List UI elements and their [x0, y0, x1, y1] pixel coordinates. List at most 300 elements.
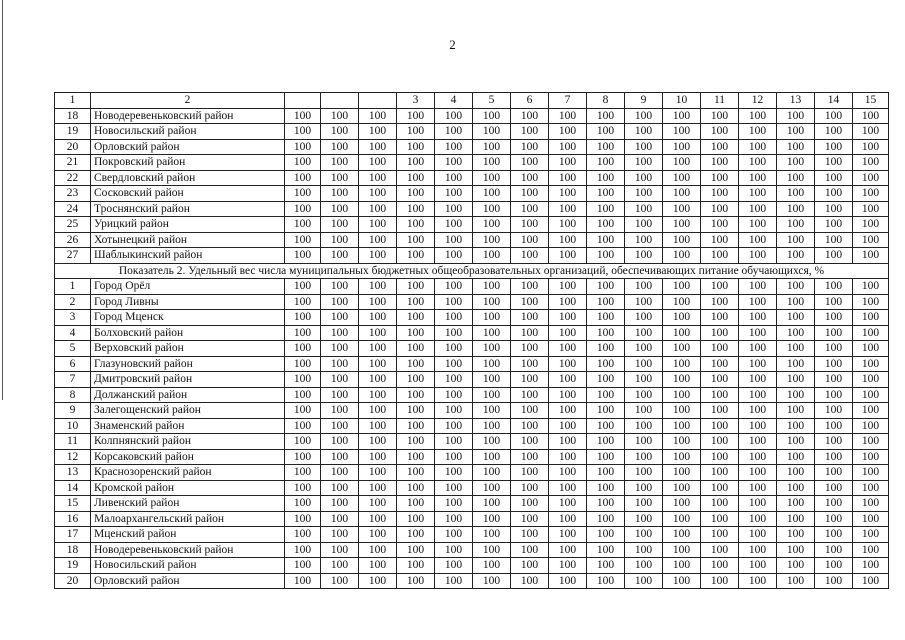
value-cell: 100	[435, 108, 473, 124]
value-cell: 100	[473, 217, 511, 233]
row-number: 25	[55, 217, 91, 233]
value-cell: 100	[549, 527, 587, 543]
table-row	[55, 418, 889, 434]
value-cell: 100	[321, 418, 359, 434]
row-number: 19	[55, 558, 91, 574]
value-cell: 100	[853, 542, 889, 558]
value-cell: 100	[701, 155, 739, 171]
value-cell: 100	[285, 248, 321, 264]
value-cell: 100	[739, 201, 777, 217]
value-cell: 100	[777, 465, 815, 481]
district-name: Новодеревеньковский район	[91, 542, 285, 558]
value-cell: 100	[549, 449, 587, 465]
value-cell: 100	[663, 325, 701, 341]
table-row	[55, 279, 889, 295]
value-cell: 100	[815, 232, 853, 248]
value-cell: 100	[663, 465, 701, 481]
value-cell: 100	[397, 573, 435, 589]
value-cell: 100	[853, 527, 889, 543]
header-cell-value: 4	[435, 93, 473, 109]
value-cell: 100	[815, 139, 853, 155]
value-cell: 100	[397, 170, 435, 186]
value-cell: 100	[625, 387, 663, 403]
header-cell-value: 9	[625, 93, 663, 109]
value-cell: 100	[663, 232, 701, 248]
value-cell: 100	[625, 480, 663, 496]
value-cell: 100	[777, 418, 815, 434]
district-name: Дмитровский район	[91, 372, 285, 388]
district-name: Глазуновский район	[91, 356, 285, 372]
district-name: Город Ливны	[91, 294, 285, 310]
value-cell: 100	[663, 124, 701, 140]
value-cell: 100	[663, 341, 701, 357]
value-cell: 100	[587, 542, 625, 558]
value-cell: 100	[701, 542, 739, 558]
value-cell: 100	[625, 465, 663, 481]
value-cell: 100	[321, 186, 359, 202]
value-cell: 100	[663, 201, 701, 217]
value-cell: 100	[511, 155, 549, 171]
header-cell-value: 11	[701, 93, 739, 109]
value-cell: 100	[435, 527, 473, 543]
value-cell: 100	[587, 186, 625, 202]
value-cell: 100	[359, 124, 397, 140]
value-cell: 100	[511, 294, 549, 310]
row-number: 5	[55, 341, 91, 357]
value-cell: 100	[815, 155, 853, 171]
value-cell: 100	[815, 372, 853, 388]
value-cell: 100	[777, 387, 815, 403]
value-cell: 100	[511, 372, 549, 388]
value-cell: 100	[549, 496, 587, 512]
value-cell: 100	[701, 465, 739, 481]
value-cell: 100	[853, 232, 889, 248]
value-cell: 100	[853, 573, 889, 589]
value-cell: 100	[701, 341, 739, 357]
value-cell: 100	[435, 542, 473, 558]
value-cell: 100	[511, 558, 549, 574]
value-cell: 100	[853, 325, 889, 341]
value-cell: 100	[663, 480, 701, 496]
value-cell: 100	[663, 356, 701, 372]
value-cell: 100	[815, 217, 853, 233]
value-cell: 100	[701, 418, 739, 434]
value-cell: 100	[321, 558, 359, 574]
value-cell: 100	[549, 542, 587, 558]
value-cell: 100	[815, 387, 853, 403]
value-cell: 100	[853, 310, 889, 326]
value-cell: 100	[549, 558, 587, 574]
value-cell: 100	[285, 170, 321, 186]
header-cell-value: 10	[663, 93, 701, 109]
value-cell: 100	[815, 294, 853, 310]
district-name: Сосковский район	[91, 186, 285, 202]
value-cell: 100	[701, 279, 739, 295]
value-cell: 100	[853, 248, 889, 264]
value-cell: 100	[815, 418, 853, 434]
value-cell: 100	[359, 155, 397, 171]
district-name: Залегощенский район	[91, 403, 285, 419]
value-cell: 100	[739, 387, 777, 403]
value-cell: 100	[739, 108, 777, 124]
value-cell: 100	[285, 558, 321, 574]
page-number: 2	[449, 37, 456, 52]
value-cell: 100	[549, 232, 587, 248]
value-cell: 100	[549, 217, 587, 233]
value-cell: 100	[777, 527, 815, 543]
value-cell: 100	[359, 403, 397, 419]
header-cell-value: 5	[473, 93, 511, 109]
district-name: Должанский район	[91, 387, 285, 403]
value-cell: 100	[285, 310, 321, 326]
value-cell: 100	[359, 201, 397, 217]
row-number: 2	[55, 294, 91, 310]
value-cell: 100	[663, 573, 701, 589]
value-cell: 100	[815, 310, 853, 326]
table-row	[55, 232, 889, 248]
value-cell: 100	[587, 232, 625, 248]
value-cell: 100	[777, 542, 815, 558]
value-cell: 100	[815, 356, 853, 372]
value-cell: 100	[511, 108, 549, 124]
value-cell: 100	[359, 449, 397, 465]
value-cell: 100	[359, 341, 397, 357]
table-row	[55, 542, 889, 558]
value-cell: 100	[777, 279, 815, 295]
value-cell: 100	[321, 294, 359, 310]
district-name: Город Орёл	[91, 279, 285, 295]
value-cell: 100	[625, 511, 663, 527]
value-cell: 100	[359, 558, 397, 574]
value-cell: 100	[285, 465, 321, 481]
value-cell: 100	[701, 573, 739, 589]
value-cell: 100	[473, 527, 511, 543]
value-cell: 100	[663, 496, 701, 512]
table-row	[55, 511, 889, 527]
value-cell: 100	[739, 511, 777, 527]
value-cell: 100	[815, 573, 853, 589]
value-cell: 100	[359, 356, 397, 372]
district-name: Малоархангельский район	[91, 511, 285, 527]
value-cell: 100	[701, 449, 739, 465]
value-cell: 100	[397, 294, 435, 310]
value-cell: 100	[511, 356, 549, 372]
table-row	[55, 527, 889, 543]
value-cell: 100	[701, 232, 739, 248]
value-cell: 100	[285, 341, 321, 357]
header-cell-value: 8	[587, 93, 625, 109]
value-cell: 100	[435, 480, 473, 496]
row-number: 8	[55, 387, 91, 403]
value-cell: 100	[511, 418, 549, 434]
header-cell-value: 15	[853, 93, 889, 109]
value-cell: 100	[511, 124, 549, 140]
value-cell: 100	[549, 511, 587, 527]
value-cell: 100	[359, 511, 397, 527]
value-cell: 100	[321, 527, 359, 543]
value-cell: 100	[777, 170, 815, 186]
value-cell: 100	[435, 217, 473, 233]
value-cell: 100	[853, 124, 889, 140]
value-cell: 100	[663, 186, 701, 202]
value-cell: 100	[435, 139, 473, 155]
value-cell: 100	[549, 387, 587, 403]
value-cell: 100	[549, 341, 587, 357]
value-cell: 100	[473, 170, 511, 186]
value-cell: 100	[701, 170, 739, 186]
row-number: 12	[55, 449, 91, 465]
value-cell: 100	[321, 434, 359, 450]
value-cell: 100	[625, 170, 663, 186]
value-cell: 100	[739, 573, 777, 589]
value-cell: 100	[511, 186, 549, 202]
value-cell: 100	[511, 527, 549, 543]
row-number: 26	[55, 232, 91, 248]
value-cell: 100	[549, 170, 587, 186]
value-cell: 100	[587, 294, 625, 310]
value-cell: 100	[701, 434, 739, 450]
value-cell: 100	[285, 279, 321, 295]
district-name: Хотынецкий район	[91, 232, 285, 248]
value-cell: 100	[511, 325, 549, 341]
value-cell: 100	[473, 232, 511, 248]
value-cell: 100	[777, 511, 815, 527]
indicators-table	[54, 92, 889, 589]
row-number: 20	[55, 139, 91, 155]
value-cell: 100	[321, 496, 359, 512]
district-name: Орловский район	[91, 573, 285, 589]
district-name: Покровский район	[91, 155, 285, 171]
table-row	[55, 201, 889, 217]
header-cell-value: 12	[739, 93, 777, 109]
value-cell: 100	[853, 558, 889, 574]
value-cell: 100	[285, 186, 321, 202]
value-cell: 100	[473, 403, 511, 419]
value-cell: 100	[739, 403, 777, 419]
value-cell: 100	[739, 434, 777, 450]
value-cell: 100	[285, 449, 321, 465]
value-cell: 100	[435, 387, 473, 403]
value-cell: 100	[549, 403, 587, 419]
value-cell: 100	[853, 170, 889, 186]
value-cell: 100	[777, 356, 815, 372]
value-cell: 100	[473, 248, 511, 264]
value-cell: 100	[435, 124, 473, 140]
value-cell: 100	[397, 434, 435, 450]
value-cell: 100	[777, 155, 815, 171]
value-cell: 100	[853, 139, 889, 155]
table-row	[55, 124, 889, 140]
value-cell: 100	[473, 573, 511, 589]
row-number: 18	[55, 108, 91, 124]
value-cell: 100	[359, 139, 397, 155]
value-cell: 100	[739, 155, 777, 171]
value-cell: 100	[511, 310, 549, 326]
value-cell: 100	[473, 325, 511, 341]
value-cell: 100	[285, 217, 321, 233]
row-number: 13	[55, 465, 91, 481]
value-cell: 100	[321, 155, 359, 171]
value-cell: 100	[625, 139, 663, 155]
value-cell: 100	[473, 279, 511, 295]
value-cell: 100	[473, 496, 511, 512]
header-cell-2: 2	[91, 93, 285, 109]
value-cell: 100	[815, 434, 853, 450]
value-cell: 100	[511, 170, 549, 186]
value-cell: 100	[435, 155, 473, 171]
value-cell: 100	[511, 201, 549, 217]
value-cell: 100	[435, 325, 473, 341]
value-cell: 100	[815, 527, 853, 543]
district-name: Свердловский район	[91, 170, 285, 186]
value-cell: 100	[625, 527, 663, 543]
value-cell: 100	[853, 201, 889, 217]
value-cell: 100	[473, 558, 511, 574]
value-cell: 100	[511, 217, 549, 233]
value-cell: 100	[435, 449, 473, 465]
value-cell: 100	[549, 480, 587, 496]
value-cell: 100	[285, 294, 321, 310]
value-cell: 100	[511, 279, 549, 295]
value-cell: 100	[663, 372, 701, 388]
value-cell: 100	[739, 217, 777, 233]
row-number: 22	[55, 170, 91, 186]
value-cell: 100	[587, 248, 625, 264]
district-name: Верховский район	[91, 341, 285, 357]
value-cell: 100	[397, 124, 435, 140]
value-cell: 100	[739, 527, 777, 543]
header-row	[55, 93, 889, 109]
value-cell: 100	[587, 387, 625, 403]
value-cell: 100	[701, 186, 739, 202]
value-cell: 100	[739, 139, 777, 155]
value-cell: 100	[739, 232, 777, 248]
header-cell-value: 6	[511, 93, 549, 109]
value-cell: 100	[625, 155, 663, 171]
value-cell: 100	[359, 170, 397, 186]
value-cell: 100	[777, 434, 815, 450]
value-cell: 100	[435, 465, 473, 481]
value-cell: 100	[777, 201, 815, 217]
value-cell: 100	[549, 124, 587, 140]
value-cell: 100	[285, 108, 321, 124]
value-cell: 100	[587, 449, 625, 465]
value-cell: 100	[777, 124, 815, 140]
value-cell: 100	[739, 124, 777, 140]
value-cell: 100	[321, 325, 359, 341]
value-cell: 100	[511, 542, 549, 558]
value-cell: 100	[285, 496, 321, 512]
value-cell: 100	[663, 418, 701, 434]
value-cell: 100	[853, 449, 889, 465]
value-cell: 100	[777, 248, 815, 264]
value-cell: 100	[663, 434, 701, 450]
value-cell: 100	[321, 310, 359, 326]
value-cell: 100	[435, 294, 473, 310]
value-cell: 100	[549, 155, 587, 171]
value-cell: 100	[663, 542, 701, 558]
value-cell: 100	[739, 496, 777, 512]
value-cell: 100	[473, 294, 511, 310]
value-cell: 100	[285, 403, 321, 419]
value-cell: 100	[587, 372, 625, 388]
value-cell: 100	[321, 449, 359, 465]
value-cell: 100	[625, 418, 663, 434]
table-row	[55, 139, 889, 155]
value-cell: 100	[397, 356, 435, 372]
value-cell: 100	[397, 418, 435, 434]
value-cell: 100	[739, 418, 777, 434]
value-cell: 100	[625, 372, 663, 388]
value-cell: 100	[397, 232, 435, 248]
row-number: 21	[55, 155, 91, 171]
value-cell: 100	[625, 449, 663, 465]
header-cell-value	[359, 93, 397, 109]
district-name: Троснянский район	[91, 201, 285, 217]
value-cell: 100	[435, 186, 473, 202]
value-cell: 100	[321, 139, 359, 155]
value-cell: 100	[663, 108, 701, 124]
value-cell: 100	[473, 310, 511, 326]
value-cell: 100	[435, 341, 473, 357]
value-cell: 100	[285, 201, 321, 217]
section-title: Показатель 2. Удельный вес числа муниципальных бюджетных общеобразовательных организаций, обеспечивающих питание обучающихся, %	[55, 263, 889, 279]
value-cell: 100	[587, 217, 625, 233]
value-cell: 100	[625, 248, 663, 264]
value-cell: 100	[321, 124, 359, 140]
value-cell: 100	[815, 186, 853, 202]
value-cell: 100	[853, 279, 889, 295]
value-cell: 100	[853, 496, 889, 512]
value-cell: 100	[853, 418, 889, 434]
value-cell: 100	[587, 170, 625, 186]
value-cell: 100	[435, 403, 473, 419]
value-cell: 100	[359, 527, 397, 543]
value-cell: 100	[549, 248, 587, 264]
value-cell: 100	[511, 248, 549, 264]
value-cell: 100	[777, 217, 815, 233]
value-cell: 100	[285, 356, 321, 372]
value-cell: 100	[549, 434, 587, 450]
value-cell: 100	[587, 108, 625, 124]
value-cell: 100	[701, 387, 739, 403]
district-name: Корсаковский район	[91, 449, 285, 465]
value-cell: 100	[285, 124, 321, 140]
value-cell: 100	[359, 573, 397, 589]
value-cell: 100	[587, 527, 625, 543]
value-cell: 100	[435, 511, 473, 527]
header-cell-value: 13	[777, 93, 815, 109]
value-cell: 100	[285, 480, 321, 496]
value-cell: 100	[511, 139, 549, 155]
value-cell: 100	[625, 186, 663, 202]
value-cell: 100	[397, 387, 435, 403]
table-row	[55, 310, 889, 326]
value-cell: 100	[321, 232, 359, 248]
table-row	[55, 108, 889, 124]
value-cell: 100	[435, 573, 473, 589]
value-cell: 100	[549, 325, 587, 341]
district-name: Мценский район	[91, 527, 285, 543]
table-row	[55, 558, 889, 574]
value-cell: 100	[397, 511, 435, 527]
value-cell: 100	[359, 465, 397, 481]
value-cell: 100	[359, 294, 397, 310]
header-cell-value: 3	[397, 93, 435, 109]
value-cell: 100	[549, 310, 587, 326]
value-cell: 100	[549, 573, 587, 589]
district-name: Болховский район	[91, 325, 285, 341]
